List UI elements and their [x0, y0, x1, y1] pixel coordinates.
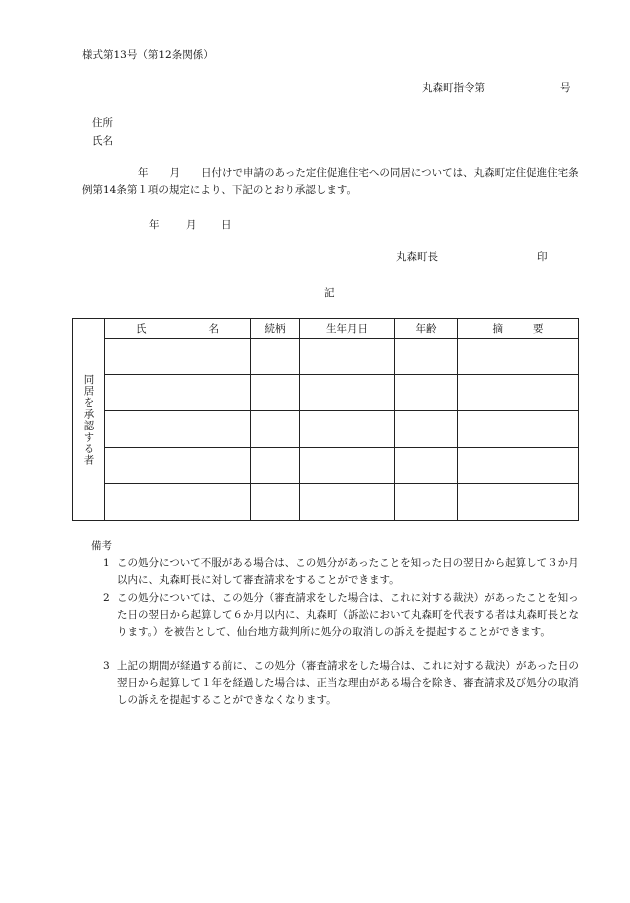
note-item-1 — [103, 555, 588, 589]
note-text: この処分については、この処分（審査請求をした場合は、これに対する裁決）があったことを知った日の翌日から起算して６か月以内に、丸森町（訴訟において丸森町を代表する者は丸森町長となります。）を被告として、仙台地方裁判所に処分の取消しの訴えを提起することができます。 — [117, 592, 579, 639]
name-label: 氏名 — [92, 135, 113, 147]
body-paragraph: 年 月 日付けで申請のあった定住促進住宅への同居については、丸森町定住促進住宅条例第14条第１項の規定により、下記のとおり承認します。 — [82, 167, 579, 196]
header-age: 年齢 — [395, 319, 458, 339]
reference-prefix: 丸森町指令第 — [422, 82, 485, 94]
note-text: 上記の期間が経過する前に、この処分（審査請求をした場合は、これに対する裁決）があった日の翌日から起算して１年を経過した場合は、正当な理由がある場合を除き、審査請求及び処分の取消しの訴えを提起することができなくなります。 — [117, 660, 579, 707]
header-relation: 続柄 — [251, 319, 300, 339]
table-row — [73, 484, 579, 521]
header-birthdate: 生年月日 — [300, 319, 395, 339]
note-text: この処分について不服がある場合は、この処分があったことを知った日の翌日から起算して３か月以内に、丸森町長に対して審査請求をすることができます。 — [117, 557, 579, 587]
date-month: 月 — [186, 219, 197, 231]
row-header-cell — [73, 319, 105, 521]
table-row — [73, 375, 579, 411]
address-label: 住所 — [92, 117, 113, 129]
date-day: 日 — [221, 219, 232, 231]
seal-mark: 印 — [537, 251, 548, 263]
note-number: 3 — [103, 660, 110, 672]
date-year: 年 — [149, 219, 160, 231]
header-remarks-b: 要 — [533, 323, 544, 335]
notes-title: 備考 — [91, 540, 112, 552]
note-number: 2 — [103, 592, 110, 604]
table-row — [73, 339, 579, 375]
note-item-2 — [103, 590, 588, 642]
table-row — [73, 448, 579, 484]
table-header-row — [73, 319, 579, 339]
header-remarks-a: 摘 — [492, 323, 503, 335]
header-name — [105, 319, 251, 339]
reference-suffix: 号 — [560, 82, 571, 94]
row-header-label: 同居を承認する者 — [82, 373, 95, 466]
table-row — [73, 411, 579, 448]
header-name-b: 名 — [208, 323, 219, 335]
header-name-a: 氏 — [136, 323, 147, 335]
ki-heading: 記 — [324, 287, 335, 299]
header-remarks — [458, 319, 579, 339]
cohabitant-table — [72, 318, 579, 521]
signer-title: 丸森町長 — [396, 251, 438, 263]
note-item-3 — [103, 658, 588, 710]
form-number: 様式第13号（第12条関係） — [82, 49, 214, 61]
note-number: 1 — [103, 557, 110, 569]
